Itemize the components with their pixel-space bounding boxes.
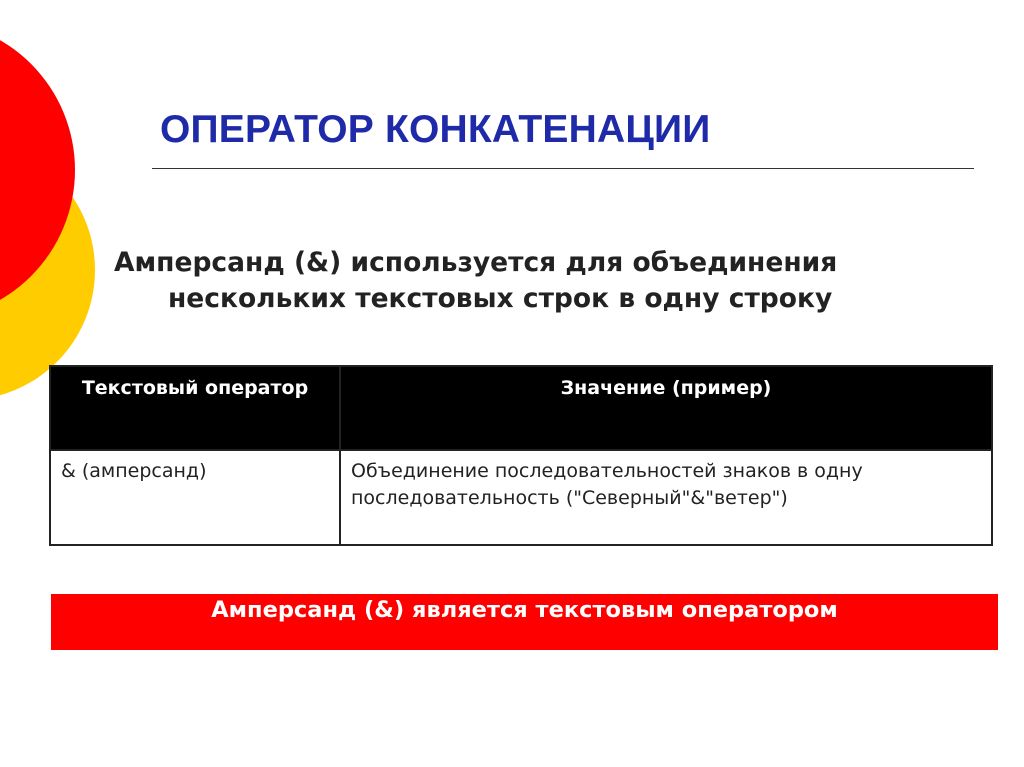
title-divider <box>152 168 974 169</box>
table-row <box>50 450 992 545</box>
operator-table <box>49 365 993 546</box>
header-meaning: Значение (пример) <box>340 366 992 450</box>
banner-text: Амперсанд (&) является текстовым оператором <box>211 597 838 623</box>
lead-line-1: Амперсанд (&) используется для объединения <box>114 247 838 278</box>
conclusion-banner <box>51 594 998 650</box>
slide-title: ОПЕРАТОР КОНКАТЕНАЦИИ <box>160 108 711 151</box>
header-operator: Текстовый оператор <box>50 366 340 450</box>
cell-operator: & (амперсанд) <box>50 450 340 545</box>
lead-statement <box>114 245 994 317</box>
lead-line-2: нескольких текстовых строк в одну строку <box>168 283 833 314</box>
table-header-row <box>50 366 992 450</box>
cell-meaning: Объединение последовательностей знаков в одну последовательность ("Северный"&"ветер") <box>340 450 992 545</box>
